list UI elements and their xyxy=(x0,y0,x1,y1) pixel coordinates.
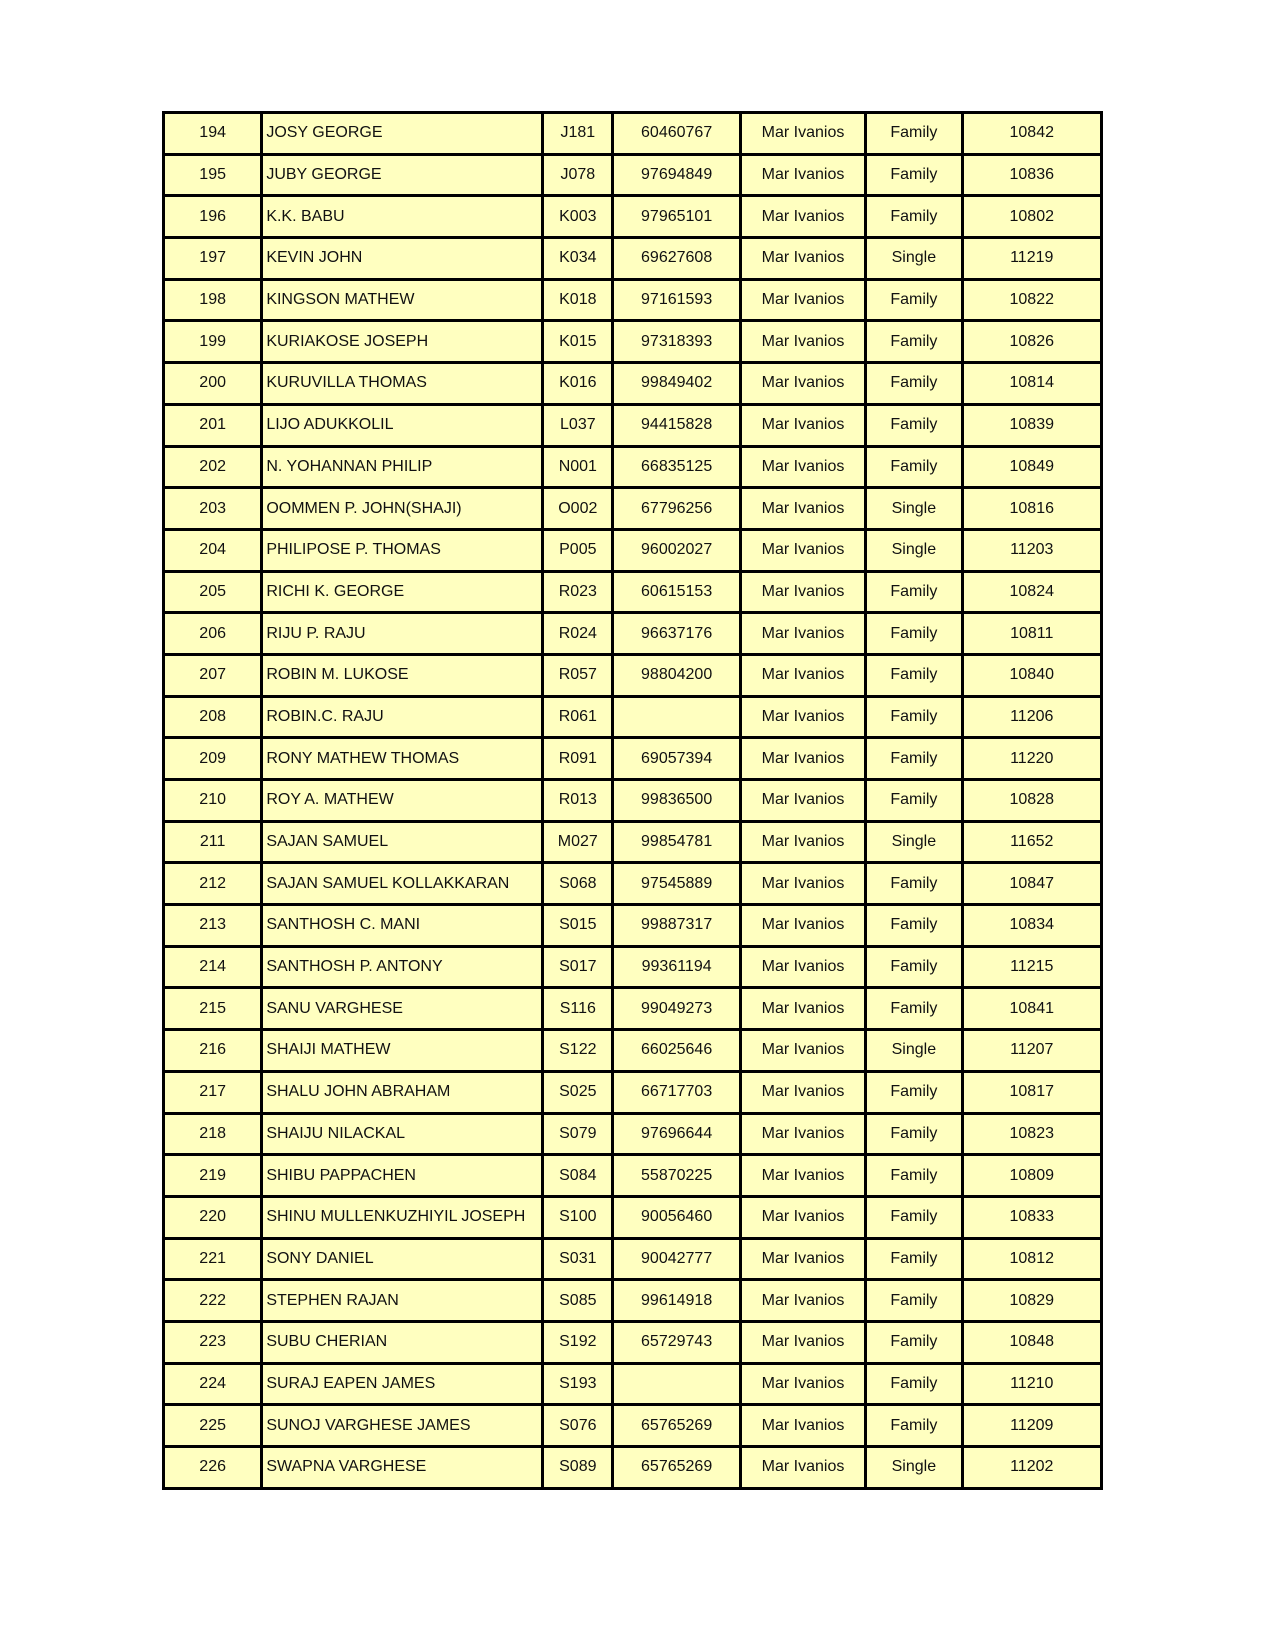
member-name-cell: KINGSON MATHEW xyxy=(262,279,543,321)
member-id-cell: 10833 xyxy=(962,1196,1101,1238)
parish-cell: Mar Ivanios xyxy=(740,946,865,988)
member-name-cell: K.K. BABU xyxy=(262,196,543,238)
member-id-cell: 10840 xyxy=(962,654,1101,696)
parish-cell: Mar Ivanios xyxy=(740,1238,865,1280)
member-name-cell: SUNOJ VARGHESE JAMES xyxy=(262,1405,543,1447)
table-row xyxy=(164,363,1102,405)
serial-number-cell: 215 xyxy=(164,988,262,1030)
parish-cell: Mar Ivanios xyxy=(740,1405,865,1447)
parish-cell: Mar Ivanios xyxy=(740,905,865,947)
member-code-cell: R057 xyxy=(543,654,613,696)
phone-number-cell: 97965101 xyxy=(613,196,740,238)
member-name-cell: RONY MATHEW THOMAS xyxy=(262,738,543,780)
membership-type-cell: Family xyxy=(866,321,962,363)
membership-type-cell: Single xyxy=(866,529,962,571)
serial-number-cell: 207 xyxy=(164,654,262,696)
table-row xyxy=(164,1321,1102,1363)
membership-type-cell: Family xyxy=(866,1405,962,1447)
member-id-cell: 10822 xyxy=(962,279,1101,321)
member-name-cell: SANTHOSH P. ANTONY xyxy=(262,946,543,988)
parish-cell: Mar Ivanios xyxy=(740,488,865,530)
member-code-cell: K018 xyxy=(543,279,613,321)
member-code-cell: S089 xyxy=(543,1447,613,1489)
membership-type-cell: Single xyxy=(866,488,962,530)
membership-type-cell: Family xyxy=(866,154,962,196)
serial-number-cell: 202 xyxy=(164,446,262,488)
membership-type-cell: Family xyxy=(866,863,962,905)
membership-type-cell: Family xyxy=(866,696,962,738)
parish-cell: Mar Ivanios xyxy=(740,571,865,613)
member-code-cell: R013 xyxy=(543,780,613,822)
serial-number-cell: 209 xyxy=(164,738,262,780)
phone-number-cell xyxy=(613,696,740,738)
member-code-cell: S084 xyxy=(543,1155,613,1197)
member-id-cell: 10811 xyxy=(962,613,1101,655)
membership-type-cell: Single xyxy=(866,1447,962,1489)
serial-number-cell: 200 xyxy=(164,363,262,405)
member-code-cell: K015 xyxy=(543,321,613,363)
serial-number-cell: 199 xyxy=(164,321,262,363)
member-id-cell: 11203 xyxy=(962,529,1101,571)
member-code-cell: N001 xyxy=(543,446,613,488)
phone-number-cell: 98804200 xyxy=(613,654,740,696)
membership-type-cell: Family xyxy=(866,1071,962,1113)
serial-number-cell: 211 xyxy=(164,821,262,863)
parish-cell: Mar Ivanios xyxy=(740,113,865,155)
parish-cell: Mar Ivanios xyxy=(740,613,865,655)
member-name-cell: LIJO ADUKKOLIL xyxy=(262,404,543,446)
membership-type-cell: Family xyxy=(866,613,962,655)
parish-cell: Mar Ivanios xyxy=(740,1071,865,1113)
table-row xyxy=(164,1405,1102,1447)
member-id-cell: 11209 xyxy=(962,1405,1101,1447)
serial-number-cell: 210 xyxy=(164,780,262,822)
membership-type-cell: Family xyxy=(866,279,962,321)
member-id-cell: 11207 xyxy=(962,1030,1101,1072)
phone-number-cell: 69057394 xyxy=(613,738,740,780)
member-name-cell: SUBU CHERIAN xyxy=(262,1321,543,1363)
parish-cell: Mar Ivanios xyxy=(740,1363,865,1405)
table-row xyxy=(164,780,1102,822)
table-row xyxy=(164,905,1102,947)
member-id-cell: 11220 xyxy=(962,738,1101,780)
table-row xyxy=(164,613,1102,655)
member-code-cell: O002 xyxy=(543,488,613,530)
serial-number-cell: 223 xyxy=(164,1321,262,1363)
member-id-cell: 10849 xyxy=(962,446,1101,488)
table-row xyxy=(164,654,1102,696)
member-table xyxy=(162,111,1103,1490)
member-name-cell: ROY A. MATHEW xyxy=(262,780,543,822)
table-row xyxy=(164,1155,1102,1197)
membership-type-cell: Family xyxy=(866,113,962,155)
member-name-cell: SWAPNA VARGHESE xyxy=(262,1447,543,1489)
serial-number-cell: 214 xyxy=(164,946,262,988)
phone-number-cell: 97318393 xyxy=(613,321,740,363)
serial-number-cell: 221 xyxy=(164,1238,262,1280)
member-code-cell: S192 xyxy=(543,1321,613,1363)
member-id-cell: 11219 xyxy=(962,238,1101,280)
membership-type-cell: Family xyxy=(866,946,962,988)
table-row xyxy=(164,696,1102,738)
membership-type-cell: Family xyxy=(866,780,962,822)
member-code-cell: S122 xyxy=(543,1030,613,1072)
member-code-cell: S193 xyxy=(543,1363,613,1405)
member-id-cell: 10816 xyxy=(962,488,1101,530)
phone-number-cell: 90056460 xyxy=(613,1196,740,1238)
member-name-cell: JUBY GEORGE xyxy=(262,154,543,196)
serial-number-cell: 216 xyxy=(164,1030,262,1072)
parish-cell: Mar Ivanios xyxy=(740,1030,865,1072)
table-row xyxy=(164,1196,1102,1238)
serial-number-cell: 203 xyxy=(164,488,262,530)
parish-cell: Mar Ivanios xyxy=(740,446,865,488)
table-row xyxy=(164,1071,1102,1113)
member-name-cell: N. YOHANNAN PHILIP xyxy=(262,446,543,488)
member-id-cell: 11202 xyxy=(962,1447,1101,1489)
phone-number-cell: 96002027 xyxy=(613,529,740,571)
membership-type-cell: Family xyxy=(866,1238,962,1280)
serial-number-cell: 194 xyxy=(164,113,262,155)
table-row xyxy=(164,1030,1102,1072)
membership-type-cell: Single xyxy=(866,821,962,863)
member-id-cell: 10842 xyxy=(962,113,1101,155)
member-id-cell: 10829 xyxy=(962,1280,1101,1322)
parish-cell: Mar Ivanios xyxy=(740,1321,865,1363)
phone-number-cell: 66025646 xyxy=(613,1030,740,1072)
parish-cell: Mar Ivanios xyxy=(740,780,865,822)
phone-number-cell: 96637176 xyxy=(613,613,740,655)
phone-number-cell: 99849402 xyxy=(613,363,740,405)
member-code-cell: S015 xyxy=(543,905,613,947)
parish-cell: Mar Ivanios xyxy=(740,321,865,363)
phone-number-cell: 67796256 xyxy=(613,488,740,530)
table-row xyxy=(164,238,1102,280)
phone-number-cell: 60460767 xyxy=(613,113,740,155)
serial-number-cell: 196 xyxy=(164,196,262,238)
membership-type-cell: Family xyxy=(866,1113,962,1155)
member-code-cell: R091 xyxy=(543,738,613,780)
member-id-cell: 10809 xyxy=(962,1155,1101,1197)
parish-cell: Mar Ivanios xyxy=(740,154,865,196)
parish-cell: Mar Ivanios xyxy=(740,404,865,446)
member-name-cell: ROBIN M. LUKOSE xyxy=(262,654,543,696)
table-row xyxy=(164,404,1102,446)
membership-type-cell: Single xyxy=(866,238,962,280)
member-id-cell: 10847 xyxy=(962,863,1101,905)
phone-number-cell: 66717703 xyxy=(613,1071,740,1113)
parish-cell: Mar Ivanios xyxy=(740,821,865,863)
serial-number-cell: 219 xyxy=(164,1155,262,1197)
table-row xyxy=(164,1238,1102,1280)
parish-cell: Mar Ivanios xyxy=(740,988,865,1030)
serial-number-cell: 205 xyxy=(164,571,262,613)
membership-type-cell: Family xyxy=(866,905,962,947)
member-name-cell: KURUVILLA THOMAS xyxy=(262,363,543,405)
table-row xyxy=(164,529,1102,571)
member-code-cell: S100 xyxy=(543,1196,613,1238)
parish-cell: Mar Ivanios xyxy=(740,1447,865,1489)
serial-number-cell: 213 xyxy=(164,905,262,947)
member-name-cell: SANTHOSH C. MANI xyxy=(262,905,543,947)
membership-type-cell: Family xyxy=(866,1321,962,1363)
member-id-cell: 10812 xyxy=(962,1238,1101,1280)
member-id-cell: 10817 xyxy=(962,1071,1101,1113)
phone-number-cell: 60615153 xyxy=(613,571,740,613)
serial-number-cell: 204 xyxy=(164,529,262,571)
parish-cell: Mar Ivanios xyxy=(740,1196,865,1238)
member-id-cell: 10839 xyxy=(962,404,1101,446)
member-id-cell: 10836 xyxy=(962,154,1101,196)
membership-type-cell: Family xyxy=(866,988,962,1030)
membership-type-cell: Family xyxy=(866,404,962,446)
member-code-cell: R023 xyxy=(543,571,613,613)
member-name-cell: OOMMEN P. JOHN(SHAJI) xyxy=(262,488,543,530)
table-row xyxy=(164,946,1102,988)
member-id-cell: 10814 xyxy=(962,363,1101,405)
member-id-cell: 11206 xyxy=(962,696,1101,738)
phone-number-cell: 99361194 xyxy=(613,946,740,988)
parish-cell: Mar Ivanios xyxy=(740,279,865,321)
phone-number-cell: 99049273 xyxy=(613,988,740,1030)
parish-cell: Mar Ivanios xyxy=(740,1113,865,1155)
table-row xyxy=(164,321,1102,363)
member-name-cell: SHALU JOHN ABRAHAM xyxy=(262,1071,543,1113)
phone-number-cell: 69627608 xyxy=(613,238,740,280)
member-code-cell: S025 xyxy=(543,1071,613,1113)
member-id-cell: 10828 xyxy=(962,780,1101,822)
parish-cell: Mar Ivanios xyxy=(740,238,865,280)
table-row xyxy=(164,113,1102,155)
phone-number-cell: 94415828 xyxy=(613,404,740,446)
serial-number-cell: 224 xyxy=(164,1363,262,1405)
phone-number-cell: 99614918 xyxy=(613,1280,740,1322)
phone-number-cell: 99836500 xyxy=(613,780,740,822)
member-code-cell: K034 xyxy=(543,238,613,280)
table-row xyxy=(164,279,1102,321)
table-row xyxy=(164,1280,1102,1322)
serial-number-cell: 217 xyxy=(164,1071,262,1113)
parish-cell: Mar Ivanios xyxy=(740,738,865,780)
serial-number-cell: 198 xyxy=(164,279,262,321)
phone-number-cell: 65729743 xyxy=(613,1321,740,1363)
member-name-cell: SHIBU PAPPACHEN xyxy=(262,1155,543,1197)
parish-cell: Mar Ivanios xyxy=(740,696,865,738)
table-row xyxy=(164,821,1102,863)
member-code-cell: J078 xyxy=(543,154,613,196)
table-row xyxy=(164,738,1102,780)
member-id-cell: 10848 xyxy=(962,1321,1101,1363)
phone-number-cell: 65765269 xyxy=(613,1447,740,1489)
serial-number-cell: 195 xyxy=(164,154,262,196)
membership-type-cell: Family xyxy=(866,571,962,613)
member-name-cell: STEPHEN RAJAN xyxy=(262,1280,543,1322)
member-code-cell: L037 xyxy=(543,404,613,446)
phone-number-cell: 90042777 xyxy=(613,1238,740,1280)
phone-number-cell: 55870225 xyxy=(613,1155,740,1197)
parish-cell: Mar Ivanios xyxy=(740,654,865,696)
member-name-cell: JOSY GEORGE xyxy=(262,113,543,155)
serial-number-cell: 225 xyxy=(164,1405,262,1447)
member-id-cell: 10834 xyxy=(962,905,1101,947)
member-code-cell: K016 xyxy=(543,363,613,405)
phone-number-cell: 97694849 xyxy=(613,154,740,196)
member-name-cell: SHINU MULLENKUZHIYIL JOSEPH xyxy=(262,1196,543,1238)
member-code-cell: P005 xyxy=(543,529,613,571)
serial-number-cell: 208 xyxy=(164,696,262,738)
phone-number-cell: 97161593 xyxy=(613,279,740,321)
member-id-cell: 10826 xyxy=(962,321,1101,363)
member-name-cell: RICHI K. GEORGE xyxy=(262,571,543,613)
parish-cell: Mar Ivanios xyxy=(740,1280,865,1322)
membership-type-cell: Family xyxy=(866,1155,962,1197)
member-name-cell: SONY DANIEL xyxy=(262,1238,543,1280)
member-name-cell: SAJAN SAMUEL xyxy=(262,821,543,863)
phone-number-cell: 97696644 xyxy=(613,1113,740,1155)
serial-number-cell: 220 xyxy=(164,1196,262,1238)
membership-type-cell: Family xyxy=(866,1196,962,1238)
member-name-cell: ROBIN.C. RAJU xyxy=(262,696,543,738)
table-row xyxy=(164,988,1102,1030)
parish-cell: Mar Ivanios xyxy=(740,363,865,405)
parish-cell: Mar Ivanios xyxy=(740,196,865,238)
table-row xyxy=(164,1447,1102,1489)
membership-type-cell: Single xyxy=(866,1030,962,1072)
phone-number-cell xyxy=(613,1363,740,1405)
member-id-cell: 10824 xyxy=(962,571,1101,613)
member-name-cell: SHAIJI MATHEW xyxy=(262,1030,543,1072)
table-row xyxy=(164,1363,1102,1405)
member-code-cell: S031 xyxy=(543,1238,613,1280)
table-row xyxy=(164,571,1102,613)
table-row xyxy=(164,446,1102,488)
member-code-cell: S116 xyxy=(543,988,613,1030)
membership-type-cell: Family xyxy=(866,446,962,488)
member-code-cell: R024 xyxy=(543,613,613,655)
phone-number-cell: 99854781 xyxy=(613,821,740,863)
serial-number-cell: 197 xyxy=(164,238,262,280)
member-id-cell: 11652 xyxy=(962,821,1101,863)
member-code-cell: K003 xyxy=(543,196,613,238)
membership-type-cell: Family xyxy=(866,196,962,238)
member-code-cell: M027 xyxy=(543,821,613,863)
member-name-cell: KEVIN JOHN xyxy=(262,238,543,280)
membership-type-cell: Family xyxy=(866,654,962,696)
phone-number-cell: 65765269 xyxy=(613,1405,740,1447)
member-name-cell: SHAIJU NILACKAL xyxy=(262,1113,543,1155)
membership-type-cell: Family xyxy=(866,363,962,405)
member-code-cell: S085 xyxy=(543,1280,613,1322)
member-code-cell: R061 xyxy=(543,696,613,738)
member-name-cell: SANU VARGHESE xyxy=(262,988,543,1030)
serial-number-cell: 218 xyxy=(164,1113,262,1155)
member-name-cell: RIJU P. RAJU xyxy=(262,613,543,655)
member-code-cell: J181 xyxy=(543,113,613,155)
serial-number-cell: 206 xyxy=(164,613,262,655)
phone-number-cell: 66835125 xyxy=(613,446,740,488)
serial-number-cell: 226 xyxy=(164,1447,262,1489)
serial-number-cell: 212 xyxy=(164,863,262,905)
serial-number-cell: 222 xyxy=(164,1280,262,1322)
serial-number-cell: 201 xyxy=(164,404,262,446)
member-name-cell: KURIAKOSE JOSEPH xyxy=(262,321,543,363)
table-row xyxy=(164,863,1102,905)
table-row xyxy=(164,488,1102,530)
member-name-cell: SURAJ EAPEN JAMES xyxy=(262,1363,543,1405)
table-row xyxy=(164,196,1102,238)
parish-cell: Mar Ivanios xyxy=(740,863,865,905)
parish-cell: Mar Ivanios xyxy=(740,1155,865,1197)
membership-type-cell: Family xyxy=(866,1363,962,1405)
member-code-cell: S068 xyxy=(543,863,613,905)
membership-type-cell: Family xyxy=(866,738,962,780)
member-id-cell: 11210 xyxy=(962,1363,1101,1405)
member-code-cell: S079 xyxy=(543,1113,613,1155)
member-name-cell: SAJAN SAMUEL KOLLAKKARAN xyxy=(262,863,543,905)
phone-number-cell: 97545889 xyxy=(613,863,740,905)
member-code-cell: S076 xyxy=(543,1405,613,1447)
member-name-cell: PHILIPOSE P. THOMAS xyxy=(262,529,543,571)
member-id-cell: 11215 xyxy=(962,946,1101,988)
member-id-cell: 10823 xyxy=(962,1113,1101,1155)
member-table-body xyxy=(164,113,1102,1489)
table-row xyxy=(164,154,1102,196)
member-id-cell: 10841 xyxy=(962,988,1101,1030)
parish-cell: Mar Ivanios xyxy=(740,529,865,571)
member-code-cell: S017 xyxy=(543,946,613,988)
member-id-cell: 10802 xyxy=(962,196,1101,238)
phone-number-cell: 99887317 xyxy=(613,905,740,947)
table-row xyxy=(164,1113,1102,1155)
membership-type-cell: Family xyxy=(866,1280,962,1322)
